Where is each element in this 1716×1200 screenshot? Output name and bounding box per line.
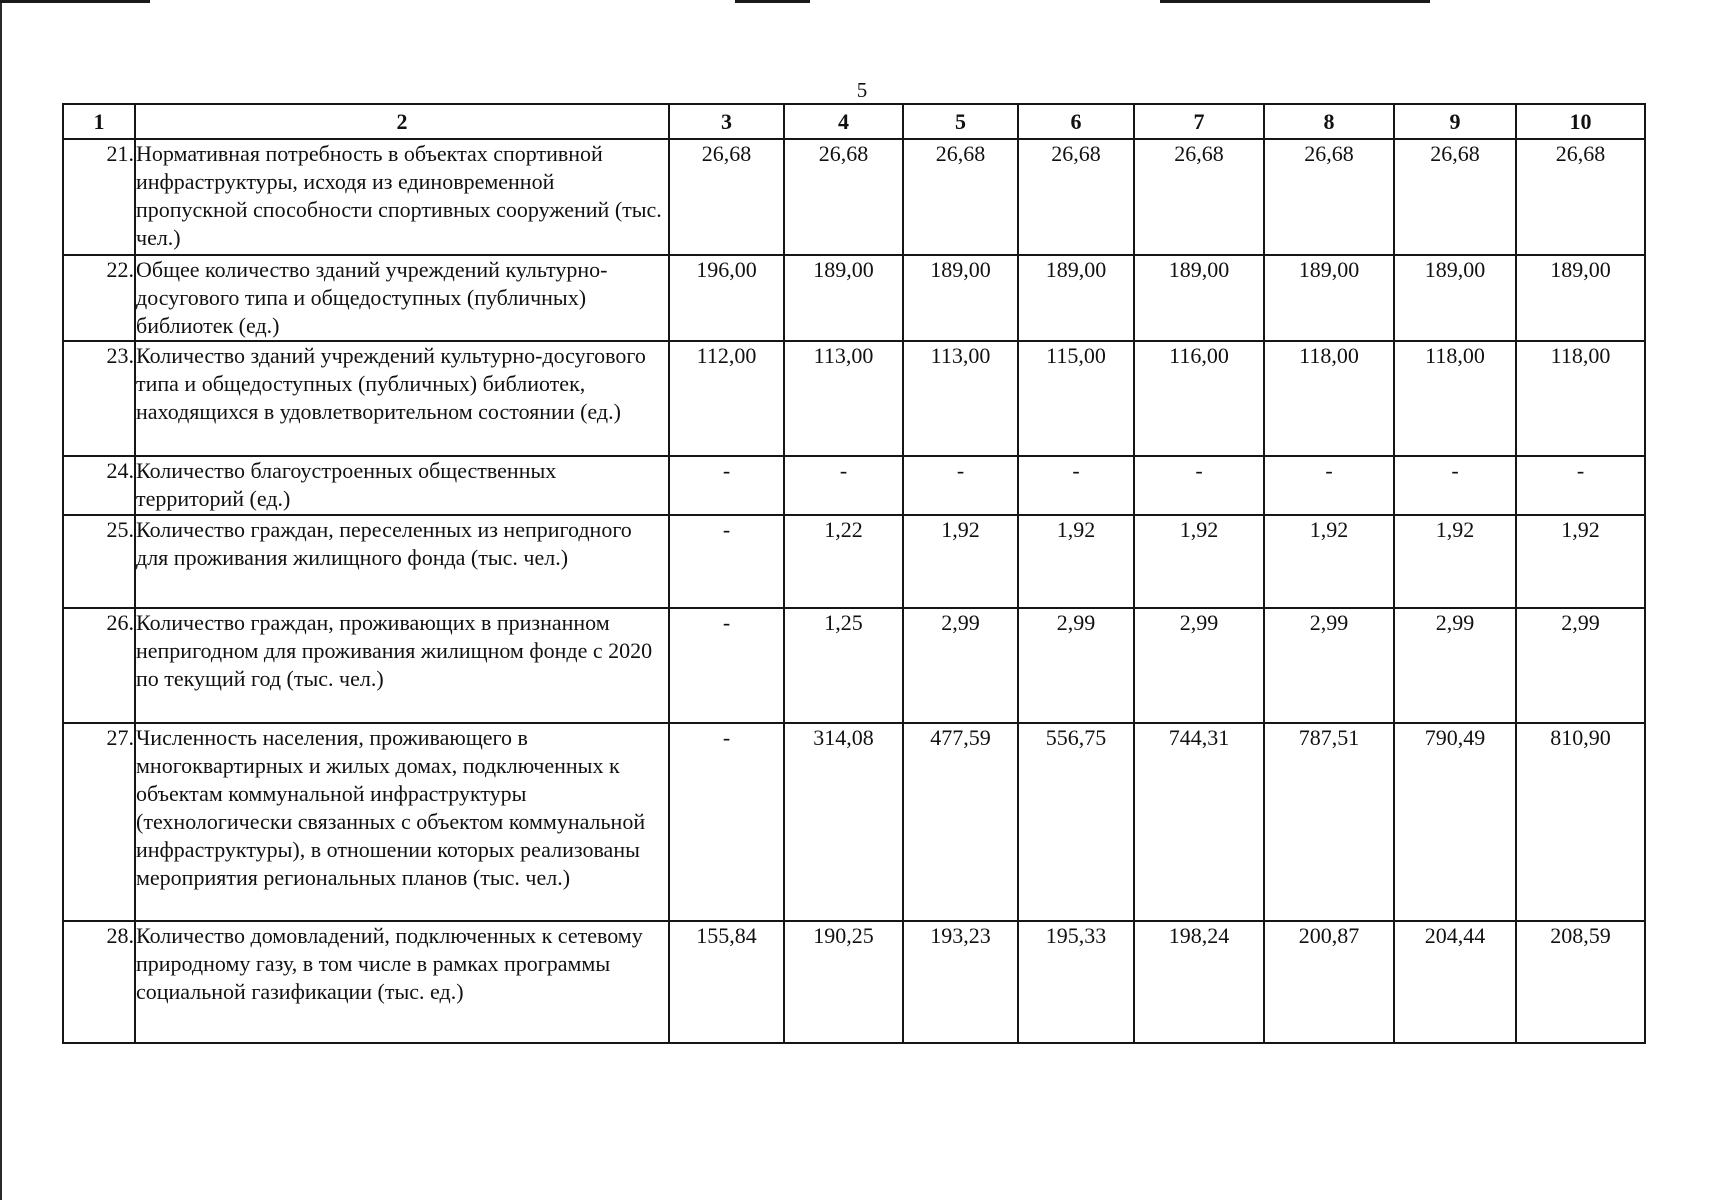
value-cell: 189,00 xyxy=(903,255,1018,341)
header-row xyxy=(63,104,1645,139)
header-cell: 5 xyxy=(903,104,1018,139)
value-cell: 26,68 xyxy=(1018,139,1134,255)
table-row xyxy=(63,255,1645,341)
indicators-table xyxy=(62,103,1646,1044)
value-cell: 118,00 xyxy=(1264,341,1394,456)
value-cell: 208,59 xyxy=(1516,921,1645,1043)
value-cell: 2,99 xyxy=(1394,608,1516,723)
value-cell: 195,33 xyxy=(1018,921,1134,1043)
value-cell: 200,87 xyxy=(1264,921,1394,1043)
value-cell: 190,25 xyxy=(784,921,903,1043)
value-cell: 744,31 xyxy=(1134,723,1264,921)
value-cell: 26,68 xyxy=(903,139,1018,255)
value-cell: - xyxy=(669,456,784,515)
value-cell: 118,00 xyxy=(1394,341,1516,456)
value-cell: 112,00 xyxy=(669,341,784,456)
value-cell: 1,92 xyxy=(1394,515,1516,608)
value-cell: - xyxy=(784,456,903,515)
header-cell: 6 xyxy=(1018,104,1134,139)
value-cell: 1,92 xyxy=(903,515,1018,608)
value-cell: 26,68 xyxy=(669,139,784,255)
indicator-name: Количество граждан, переселенных из непригодного для проживания жилищного фонда (тыс. чел.) xyxy=(135,515,669,608)
value-cell: - xyxy=(669,515,784,608)
indicator-name: Количество благоустроенных общественных территорий (ед.) xyxy=(135,456,669,515)
table-row xyxy=(63,723,1645,921)
indicator-name: Количество домовладений, подключенных к сетевому природному газу, в том числе в рамках программы социальной газификации (тыс. ед.) xyxy=(135,921,669,1043)
value-cell: 556,75 xyxy=(1018,723,1134,921)
row-number: 27. xyxy=(63,723,135,921)
value-cell: 26,68 xyxy=(784,139,903,255)
scan-top-edge xyxy=(0,0,150,3)
value-cell: - xyxy=(1134,456,1264,515)
row-number: 23. xyxy=(63,341,135,456)
header-cell: 10 xyxy=(1516,104,1645,139)
row-number: 25. xyxy=(63,515,135,608)
value-cell: 1,25 xyxy=(784,608,903,723)
value-cell: - xyxy=(1018,456,1134,515)
indicator-name: Общее количество зданий учреждений культурно-досугового типа и общедоступных (публичных) библиотек (ед.) xyxy=(135,255,669,341)
value-cell: - xyxy=(1516,456,1645,515)
header-cell: 9 xyxy=(1394,104,1516,139)
value-cell: 1,92 xyxy=(1264,515,1394,608)
value-cell: - xyxy=(1264,456,1394,515)
value-cell: 26,68 xyxy=(1134,139,1264,255)
value-cell: 314,08 xyxy=(784,723,903,921)
value-cell: 2,99 xyxy=(1018,608,1134,723)
row-number: 24. xyxy=(63,456,135,515)
scan-top-edge xyxy=(1160,0,1430,3)
value-cell: 790,49 xyxy=(1394,723,1516,921)
value-cell: 189,00 xyxy=(1394,255,1516,341)
scan-left-edge xyxy=(0,0,2,1200)
value-cell: - xyxy=(903,456,1018,515)
value-cell: 810,90 xyxy=(1516,723,1645,921)
value-cell: 2,99 xyxy=(903,608,1018,723)
value-cell: 196,00 xyxy=(669,255,784,341)
value-cell: 1,92 xyxy=(1018,515,1134,608)
header-cell: 2 xyxy=(135,104,669,139)
row-number: 21. xyxy=(63,139,135,255)
value-cell: 189,00 xyxy=(1264,255,1394,341)
row-number: 22. xyxy=(63,255,135,341)
value-cell: 113,00 xyxy=(784,341,903,456)
value-cell: 113,00 xyxy=(903,341,1018,456)
value-cell: 2,99 xyxy=(1264,608,1394,723)
value-cell: 115,00 xyxy=(1018,341,1134,456)
header-cell: 3 xyxy=(669,104,784,139)
value-cell: 155,84 xyxy=(669,921,784,1043)
row-number: 26. xyxy=(63,608,135,723)
value-cell: - xyxy=(669,723,784,921)
value-cell: 26,68 xyxy=(1264,139,1394,255)
value-cell: 787,51 xyxy=(1264,723,1394,921)
row-number: 28. xyxy=(63,921,135,1043)
value-cell: 477,59 xyxy=(903,723,1018,921)
value-cell: 118,00 xyxy=(1516,341,1645,456)
header-cell: 7 xyxy=(1134,104,1264,139)
page-number: 5 xyxy=(856,78,868,102)
header-cell: 1 xyxy=(63,104,135,139)
table-row xyxy=(63,921,1645,1043)
value-cell: - xyxy=(1394,456,1516,515)
value-cell: 1,92 xyxy=(1516,515,1645,608)
table-row xyxy=(63,456,1645,515)
table-row xyxy=(63,341,1645,456)
value-cell: 2,99 xyxy=(1516,608,1645,723)
value-cell: 189,00 xyxy=(1018,255,1134,341)
table-row xyxy=(63,515,1645,608)
value-cell: 189,00 xyxy=(1134,255,1264,341)
indicator-name: Количество зданий учреждений культурно-досугового типа и общедоступных (публичных) библиотек, находящихся в удовлетворительном состоянии (ед.) xyxy=(135,341,669,456)
scan-top-edge xyxy=(735,0,810,3)
value-cell: 2,99 xyxy=(1134,608,1264,723)
indicator-name: Нормативная потребность в объектах спортивной инфраструктуры, исходя из единовременной пропускной способности спортивных сооружений (тыс. чел.) xyxy=(135,139,669,255)
value-cell: 1,22 xyxy=(784,515,903,608)
indicator-name: Численность населения, проживающего в многоквартирных и жилых домах, подключенных к объектам коммунальной инфраструктуры (технологически связанных с объектом коммунальной инфраструктуры), в отношении которых реализованы мероприятия региональных планов (тыс. чел.) xyxy=(135,723,669,921)
value-cell: 116,00 xyxy=(1134,341,1264,456)
indicator-name: Количество граждан, проживающих в признанном непригодном для проживания жилищном фонде с 2020 по текущий год (тыс. чел.) xyxy=(135,608,669,723)
value-cell: 26,68 xyxy=(1516,139,1645,255)
value-cell: 189,00 xyxy=(1516,255,1645,341)
value-cell: 26,68 xyxy=(1394,139,1516,255)
header-cell: 8 xyxy=(1264,104,1394,139)
table-row xyxy=(63,139,1645,255)
header-cell: 4 xyxy=(784,104,903,139)
value-cell: 193,23 xyxy=(903,921,1018,1043)
table-row xyxy=(63,608,1645,723)
value-cell: 204,44 xyxy=(1394,921,1516,1043)
value-cell: - xyxy=(669,608,784,723)
value-cell: 1,92 xyxy=(1134,515,1264,608)
value-cell: 198,24 xyxy=(1134,921,1264,1043)
value-cell: 189,00 xyxy=(784,255,903,341)
